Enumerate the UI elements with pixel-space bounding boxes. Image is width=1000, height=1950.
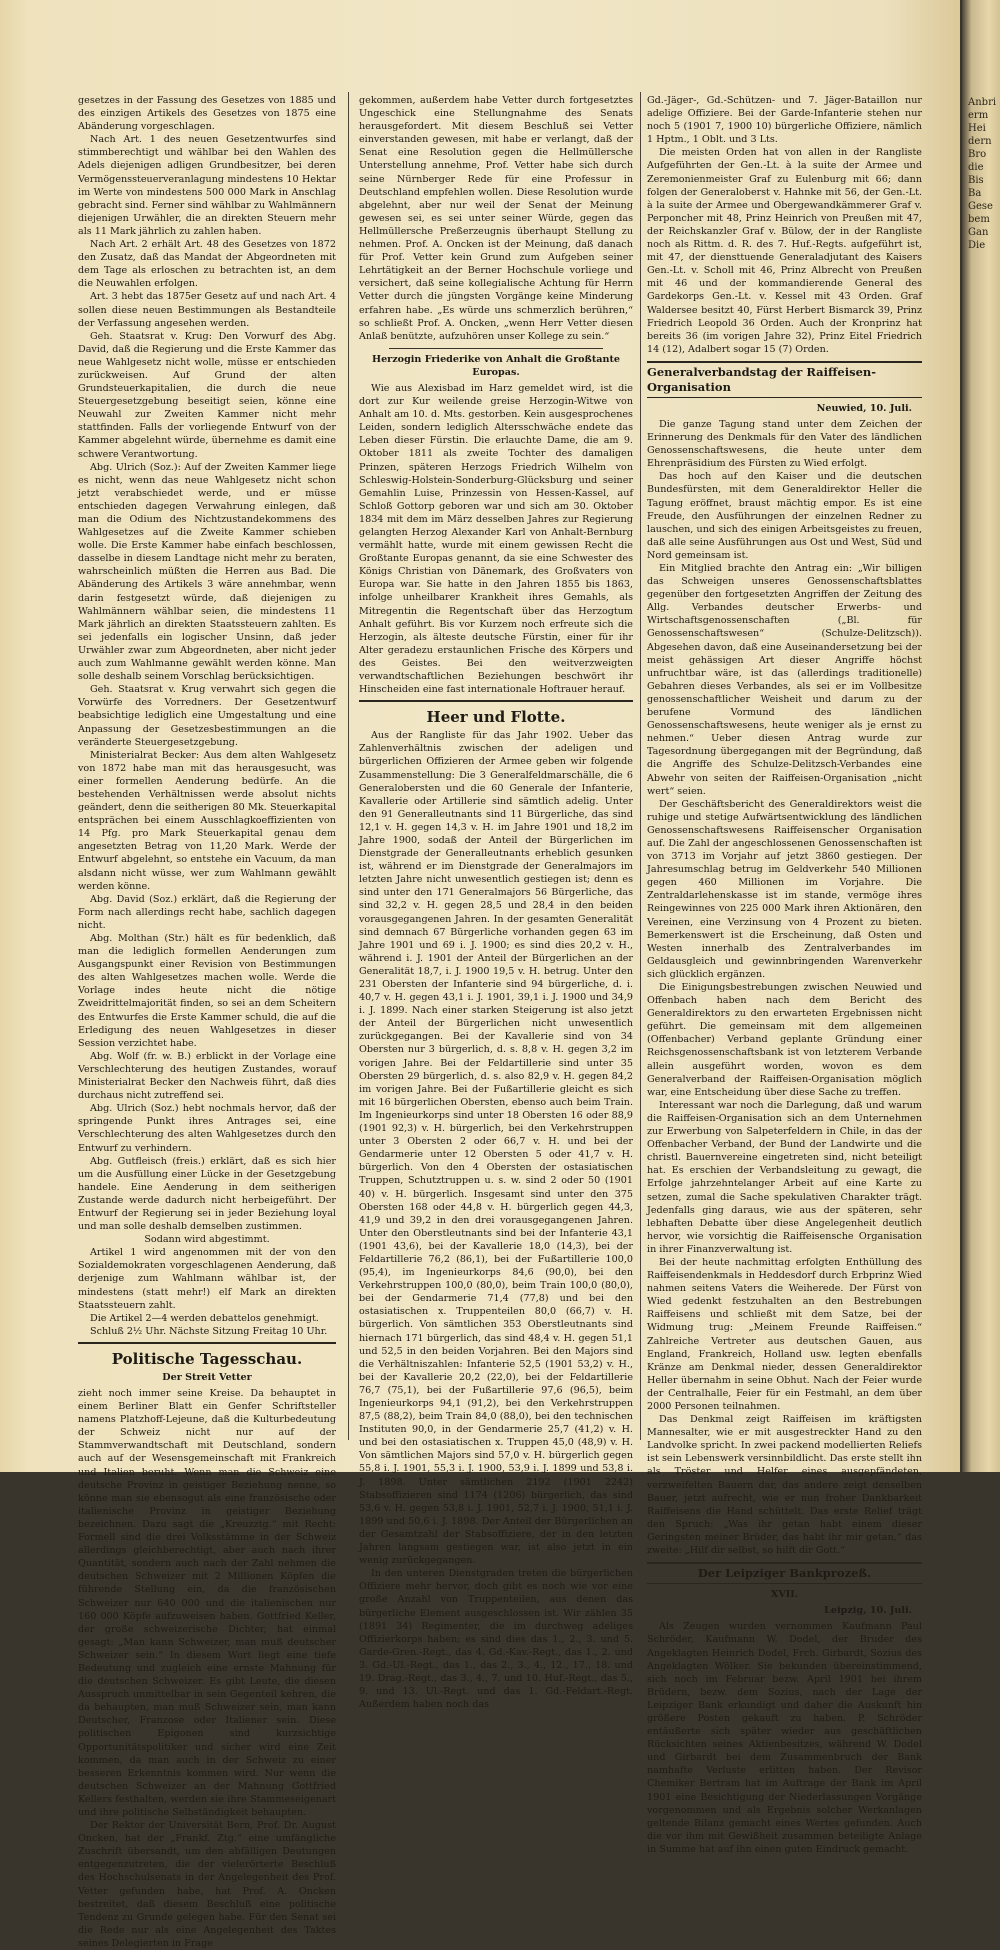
section-heading-box bbox=[647, 361, 922, 398]
article-subheading: Der Streit Vetter bbox=[162, 1371, 252, 1383]
edge-line: dern bbox=[968, 136, 992, 147]
paragraph: Abg. Ulrich (Soz.): Auf der Zweiten Kammer liege es nicht, wenn das neue Wahlgesetz nicht schon jetzt verabschiedet werde, und er müsse entschieden dagegen Verwahrung einlegen, daß man die Odium des Nichtzustandekommens des Wahlgesetzes auf die Zweite Kammer schieben wolle. Die Erste Kammer habe einfach beschlossen, dasselbe in diesem Landtage nicht mehr zu beraten, wahrscheinlich müßten die Herren aus Bad. Die Abänderung des Artikels 3 wäre annehmbar, wenn darin festgesetzt würde, daß diejenigen zu Wahlmännern wählbar seien, die mindestens 11 Mark jährlich an direkten Staatssteuern zahlten. Es sei jedenfalls ein logischer Unsinn, daß jeder Urwähler zwar zum Abgeordneten, aber nicht jeder auch zum Wahlmanne gewählt werden könne. Man solle deshalb seinem Vorschlag berücksichtigen. bbox=[78, 461, 336, 683]
edge-line: bem bbox=[968, 214, 990, 225]
edge-line: Ba bbox=[968, 188, 982, 199]
section-heading: Der Leipziger Bankprozeß. bbox=[697, 1566, 872, 1581]
paragraph: Ministerialrat Becker: Aus dem alten Wahlgesetz von 1872 habe man mit das herausgesucht, was einer formellen Aenderung bedürfe. An die bestehenden Verhältnissen werde absolut nichts geändert, denn die seitherigen 80 Mk. Steuerkapital entsprächen bei einem Ausschlagkoeffizienten von 14 Pfg. pro Mark Steuerkapital genau dem angesetzten Betrag von 11,20 Mark. Werde der Entwurf abgelehnt, so entstehe ein Vacuum, da man alsdann nicht wüsse, wer zum Wahlmann gewählt werden könne. bbox=[78, 749, 336, 892]
section-heading: Politische Tagesschau. bbox=[111, 1349, 303, 1368]
paragraph: Der Rektor der Universität Bern, Prof. Dr. August Oncken, hat der „Frankf. Ztg.“ eine umfängliche Zuschrift übersandt, um den abfälligen Deutungen entgegenzutreten, die der vielerörterte Beschluß des Hochschulsenats in der Angelegenheit des Prof. Vetter gefunden habe, hat Prof. A. Oncken bestreitet, daß diesem Beschluß eine politische Tendenz zu Grunde gelegen habe. Für den Senat sei die Rede nur als eine Angelegenheit des Taktes seines Delegierten in Frage bbox=[78, 1820, 336, 1949]
paragraph: Ein Mitglied brachte den Antrag ein: „Wir billigen das Schweigen unseres Genossenschaftsblattes gegenüber den fortgesetzten Angriffen der Zeitung des Allg. Verbandes deutscher Erwerbs- und Wirtschaftsgenossenschaften („Bl. für Genossenschaftswesen“ (Schulze-Delitzsch)). Abgesehen davon, daß eine Auseinandersetzung bei der meist gehässigen Art dieser Angriffe höchst unfruchtbar wäre, ist das (allerdings traditionelle) Gebahren dieses Verbandes, als sei er im Vollbesitze genossenschaftlicher Weisheit und darum zu der berufene Vormund des ländlichen Genossenschaftswesens, heute weniger als je ernst zu nehmen.“ Ueber diesen Antrag wurde zur Tagesordnung übergegangen mit der Begründung, daß die Angriffe des Schulze-Delitzsch-Verbandes eine Abwehr von seiten der Raiffeisen-Organisation „nicht wert“ seien. bbox=[647, 563, 922, 797]
paragraph: Geh. Staatsrat v. Krug: Den Vorwurf des Abg. David, daß die Regierung und die Erste Kammer das neue Wahlgesetz nicht wolle, müsse er entschieden zurückweisen. Auf Grund der alten Grundsteuerkapitalien, die durch die neue Steuergesetzgebung beseitigt seien, könne eine Neuwahl zur Zweiten Kammer nicht mehr stattfinden. Falls der vorliegende Entwurf von der Kammer abgelehnt würde, übernehme es damit eine schwere Verantwortung. bbox=[78, 330, 336, 460]
part-number: XVII. bbox=[770, 1589, 799, 1601]
paragraph: zieht noch immer seine Kreise. Da behauptet in einem Berliner Blatt ein Genfer Schriftsteller namens Platzhoff-Lejeune, daß die Kulturbedeutung der Schweiz nicht nur auf der Stammverwandtschaft mit Deutschland, sondern auch auf der Wesensgemeinschaft mit Frankreich und Italien beruht. Wenn man die Schweiz eine deutsche Provinz in geistiger Beziehung nenne, so könne man sie ebensogut als eine französische oder italienische Provinz in geistiger Beziehung bezeichnen. Dazu sagt die „Kreuzztg.“ mit Recht: Formell sind die drei Volksstämme in der Schweiz allerdings gleichberechtigt, aber auch nach ihrer Quantität, sondern auch nach der Zahl nehmen die deutschen Schweizer mit 2 Millionen Köpfen die führende Stellung ein, da die französischen Schweizer nur 640 000 und die italienischen nur 160 000 Köpfe aufzuweisen haben. Gottfried Keller, der große schweizerische Dichter, hat einmal gesagt: „Man kann Schweizer, man muß deutscher Schweizer sein.“ In diesem Wort liegt eine tiefe Bedeutung und zugleich eine ernste Mahnung für die deutschen Schweizer. Es gibt Leute, die diesen Ausspruch unmittelbar in sein Gegenteil kehren, die da behaupten, man muß Schweizer sein, man kann Deutscher, Franzose oder Italiener sein. Diese politischen Epigonen sind kurzsichtige Opportunitätspolitiker und sicher wird eine Zeit kommen, da man auch in der Schweiz zu einer besseren Erkenntnis kommen wird. Nur wenn die deutschen Schweizer an der Mahnung Gottfried Kellers festhalten, werden sie ihre Stammeseigenart und ihre politische Selbständigkeit behaupten. bbox=[78, 1388, 336, 1818]
adjacent-page-edge bbox=[962, 0, 1000, 1472]
paragraph: Der Geschäftsbericht des Generaldirektors weist die ruhige und stetige Aufwärtsentwicklung des ländlichen Genossenschaftswesens Raiffeisenscher Organisation auf. Die Zahl der angeschlossenen Genossenschaften ist von 3713 im Vorjahr auf jetzt 3860 gestiegen. Der Jahresumschlag betrug im Geldverkehr 540 Millionen gegen 460 Millionen im Vorjahre. Die Zentraldarlehenskasse ist im stande, vermöge ihres Reingewinnes von 225 000 Mark ihren Aktionären, den Vereinen, eine Verzinsung von 4 Prozent zu bieten. Bemerkenswert ist die Erscheinung, daß Osten und Westen innerhalb des Zentralverbandes im Geldausgleich und gewinnbringenden Warenverkehr sich glücklich ergänzen. bbox=[647, 798, 922, 980]
section-heading: Generalverbandstag der Raiffeisen-Organisation bbox=[647, 364, 877, 394]
column-rule bbox=[640, 92, 641, 1440]
paragraph: Artikel 1 wird angenommen mit der von den Sozialdemokraten vorgeschlagenen Aenderung, daß derjenige zum Wahlmann wählbar ist, der mindestens (statt mehr!) elf Mark an direkten Staatssteuern zahlt. bbox=[78, 1247, 336, 1311]
edge-line: Anbri bbox=[968, 97, 997, 108]
paragraph: gesetzes in der Fassung des Gesetzes von 1885 und des einzigen Artikels des Gesetzes von 1875 eine Abänderung vorgeschlagen. bbox=[78, 95, 336, 133]
paragraph: Art. 3 hebt das 1875er Gesetz auf und nach Art. 4 sollen diese neuen Bestimmungen als Bestandteile der Verfassung angesehen werden. bbox=[78, 291, 336, 329]
paragraph: Nach Art. 2 erhält Art. 48 des Gesetzes von 1872 den Zusatz, daß das Mandat der Abgeordneten mit dem Tage als erloschen zu betrachten ist, an dem die Neuwahlen erfolgen. bbox=[78, 239, 336, 290]
paragraph: Gd.-Jäger-, Gd.-Schützen- und 7. Jäger-Bataillon nur adelige Offiziere. Bei der Garde-Infanterie stehen nur noch 5 (1901 7, 1900 10) bürgerliche Offiziere, nämlich 1 Hptm., 1 Oblt. und 3 Lts. bbox=[647, 95, 922, 146]
paragraph: Wie aus Alexisbad im Harz gemeldet wird, ist die dort zur Kur weilende greise Herzogin-Witwe von Anhalt am 10. d. Mts. gestorben. Kein ausgesprochenes Leiden, sondern lediglich Altersschwäche endete das Leben dieser Fürstin. Die erlauchte Dame, die am 9. Oktober 1811 als zweite Tochter des damaligen Prinzen, späteren Herzogs Friedrich Wilhelm von Schleswig-Holstein-Sonderburg-Glücksburg und seiner Gemahlin Luise, Prinzessin von Hessen-Kassel, auf Schloß Gottorp geboren war und sich am 30. Oktober 1834 mit dem im März desselben Jahres zur Regierung gelangten Herzog Alexander Karl von Anhalt-Bernburg vermählt hatte, wurde mit einem gewissen Recht die Großtante Europas genannt, da sie eine Schwester des Königs Christian von Dänemark, des Großvaters von Europa war. Sie hatte in den Jahren 1855 bis 1863, infolge unheilbarer Krankheit ihres Gemahls, als Mitregentin die Regentschaft über das Herzogtum Anhalt geführt. Bis vor Kurzem noch erfreute sich die Herzogin, als älteste deutsche Fürstin, einer für ihr Alter geradezu erstaunlichen Frische des Körpers und des Geistes. Bei den weitverzweigten verwandtschaftlichen Beziehungen beschwört ihr Hinscheiden eine fast internationale Hoftrauer herauf. bbox=[359, 382, 633, 696]
paragraph: Nach Art. 1 des neuen Gesetzentwurfes sind stimmberechtigt und wählbar bei den Wahlen des Adels diejenigen adligen Grundbesitzer, bei deren Vermögenssteuerveranlagung mindestens 10 Hektar im Werte von mindestens 500 000 Mark in Anschlag gebracht sind. Ferner sind wählbar zu Wahlmännern diejenigen Urwähler, die an direkten Steuern mehr als 11 Mark jährlich zu zahlen haben. bbox=[78, 134, 336, 237]
paragraph: In den unteren Dienstgraden treten die bürgerlichen Offiziere mehr hervor, doch gibt es noch wie vor eine große Anzahl von Truppenteilen, aus denen das bürgerliche Element ausgeschlossen ist. Wir zählen 35 (1891 34) Regimenter, die im durchweg adeliges Offizierkorps haben; es sind dies das 1., 2., 3. und 5. Garde-Gren.-Regt., das 4. Gd.-Kav.-Regt., das 1., 2. und 3. Gd.-Ul.-Regt., das 1., das 2., 3., 4., 12., 17., 18. und 19. Drag.-Regt., das 3., 4., 7. und 10. Huf.-Regt., das 5., 9. und 13. Ul.-Regt. und das 1. Gd.-Feldart.-Regt. Außerdem haben noch das bbox=[359, 1568, 633, 1711]
paragraph: Die meisten Orden hat von allen in der Rangliste Aufgeführten der Gen.-Lt. à la suite der Armee und Zeremonienmeister Graf zu Eulenburg mit 66; dann folgen der Generaloberst v. Hahnke mit 56, der Gen.-Lt. à la suite der Armee und Obergewandkämmerer Graf v. Perponcher mit 48, Prinz Heinrich von Preußen mit 47, der Reichskanzler Graf v. Bülow, der in der Rangliste noch als Rittm. d. R. des 7. Huf.-Regts. aufgeführt ist, mit 47, der diensttuende Generaladjutant des Kaisers Gen.-Lt. v. Scholl mit 46, Prinz Albrecht von Preußen mit 46 und der kommandierende General des Gardekorps Gen.-Lt. v. Kessel mit 43 Orden. Graf Waldersee besitzt 40, Fürst Herbert Bismarck 39, Prinz Friedrich Leopold 36 Orden. Auch der Kronprinz hat bereits 36 (im vorigen Jahre 32), Prinz Eitel Friedrich 14 (12), Adalbert sogar 15 (7) Orden. bbox=[647, 147, 922, 355]
paragraph: Interessant war noch die Darlegung, daß und warum die Raiffeisen-Organisation sich an dem Unternehmen zur Erwerbung von Salpeterfeldern in Chile, in das der Offenbacher Verband, der Bund der Landwirte und die christl. Bauernvereine eingetreten sind, nicht beteiligt hat. Es erschien der Verbandsleitung zu gewagt, die Erfolge jahrzehntelanger Arbeit auf eine Karte zu setzen, zumal die Sache spekulativen Charakter trägt. Jedenfalls ging daraus, wie aus der späteren, sehr lebhaften Debatte über diese Angelegenheit deutlich hervor, wie vorsichtig die Raiffeisensche Organisation in ihrer Finanzverwaltung ist. bbox=[647, 1099, 922, 1255]
edge-line: Gese bbox=[968, 201, 993, 212]
column-3 bbox=[647, 94, 922, 1855]
edge-line: Bis bbox=[968, 175, 984, 186]
article-separator bbox=[389, 348, 603, 349]
edge-line: Bro bbox=[968, 149, 987, 160]
paragraph: Abg. David (Soz.) erklärt, daß die Regierung der Form nach allerdings recht habe, sachlich dagegen nicht. bbox=[78, 893, 336, 931]
adjacent-page-text bbox=[962, 0, 1000, 252]
paragraph: Sodann wird abgestimmt. bbox=[144, 1234, 270, 1246]
paragraph: Aus der Rangliste für das Jahr 1902. Ueber das Zahlenverhältnis zwischen der adeligen und bürgerlichen Offizieren der Armee geben wir folgende Zusammenstellung: Die 3 Generalfeldmarschälle, die 6 Generalobersten und die 60 Generale der Infanterie, Kavallerie oder Artillerie sind sämtlich adelig. Unter den 91 Generalleutnants sind 11 Bürgerliche, das sind 12,1 v. H. gegen 14,3 v. H. im Jahre 1901 und 18,2 im Jahre 1900, sodaß der Anteil der Bürgerlichen im Dienstgrade der Generalleutnants erheblich gesunken ist, während er im Dienstgrade der Generalmajors im letzten Jahre nicht unwesentlich gestiegen ist; denn es sind unter den 171 Generalmajors 56 Bürgerliche, das sind 32,2 v. H. gegen 28,5 und 28,4 in den beiden vorausgegangenen Jahren. In der gesamten Generalität sind demnach 67 Bürgerliche vorhanden gegen 63 im Jahre 1901 und 69 i. J. 1900; es sind dies 20,2 v. H., während i. J. 1901 der Anteil der Bürgerlichen an der Generalität 18,7, i. J. 1900 19,5 v. H. betrug. Unter den 231 Obersten der Infanterie sind 94 bürgerliche, d. i. 40,7 v. H. gegen 43,1 i. J. 1901, 39,1 i. J. 1900 und 34,9 i. J. 1899. Nach einer starken Steigerung ist also jetzt der Anteil der Bürgerlichen nicht unwesentlich zurückgegangen. Bei der Kavallerie sind von 34 Obersten nur 3 bürgerlich, d. s. 8,8 v. H. gegen 3,2 im vorigen Jahre. Bei der Feldartillerie sind unter 35 Obersten 29 bürgerlich, d. s. also 82,9 v. H. gegen 84,2 im vorigen Jahre. Bei der Fußartillerie gleicht es sich mit 16 bürgerlichen Obersten, ebenso auch beim Train. Im Ingenieurkorps sind unter 18 Obersten 16 oder 88,9 (1901 92,3) v. H. bürgerlich, bei den Verkehrstruppen unter 3 Obersten 2 oder 66,7 v. H. und bei der Gendarmerie unter 12 Obersten 5 oder 41,7 v. H. bürgerlich. Von den 4 Obersten der ostasiatischen Truppen, Schutztruppen u. s. w. sind 2 oder 50 (1901 40) v. H. bürgerlich. Insgesamt sind unter den 375 Obersten 168 oder 44,8 v. H. bürgerlich gegen 44,3, 41,9 und 39,2 in den drei vorausgegangenen Jahren. Unter den Oberstleutnants sind bei der Infanterie 43,1 (1901 43,6), bei der Kavallerie 18,0 (14,3), bei der Feldartillerie 76,2 (86,1), bei der Fußartillerie 100,0 (95,4), im Ingenieurkorps 84,6 (90,0), bei den Verkehrstruppen 100,0 (80,0), beim Train 100,0 (80,0), bei der Gendarmerie 71,4 (77,8) und bei den ostasiatischen x. Truppenteilen 80,0 (66,7) v. H. bürgerlich. Von sämtlichen 353 Oberstleutnants sind hiernach 171 bürgerlich, das sind 48,4 v. H. gegen 51,1 und 52,5 in den beiden Vorjahren. Bei den Majors sind die Verhältniszahlen: Infanterie 52,5 (1901 53,2) v. H., bei der Kavallerie 20,2 (22,0), bei der Feldartillerie 76,7 (75,1), bei der Fußartillerie 97,6 (96,5), beim Ingenieurkorps 94,1 (91,2), bei den Verkehrstruppen 87,5 (88,2), beim Train 84,0 (88,0), bei den technischen Instituten 90,0, in der Gendarmerie 25,7 (41,2) v. H. und bei den ostasiatischen x. Truppen 45,0 (48,9) v. H. Von sämtlichen Majors sind 57,0 v. H. bürgerlich gegen 55,8 i. J. 1901, 55,3 i. J. 1900, 53,9 i. J. 1899 und 53,8 i. J. 1898. Unter sämtlichen 2192 (1901 2242) Stabsoffizieren sind 1174 (1206) bürgerlich, das sind 53,6 v. H. gegen 53,8 i. J. 1901, 52,7 i. J. 1900, 51,1 i. J. 1899 und 50,6 i. J. 1898. Der Anteil der Bürgerlichen an der Gesamtzahl der Stabsoffiziere, der in den letzten Jahren langsam gestiegen war, ist also jetzt in ein wenig zurückgegangen. bbox=[359, 730, 633, 1567]
paragraph: Die ganze Tagung stand unter dem Zeichen der Erinnerung des Denkmals für den Vater des ländlichen Genossenschaftswesens, die heute unter dem Ehrenpräsidium des Fürsten zu Wied erfolgt. bbox=[647, 418, 922, 470]
section-rule bbox=[359, 700, 633, 702]
paragraph: Das Denkmal zeigt Raiffeisen im kräftigsten Mannesalter, wie er mit ausgestreckter Hand zu den Landvolke spricht. In zwei packend modellierten Reliefs ist sein Lebenswerk versinnbildlicht. Das erste stellt ihn als Tröster und Helfer eines ausgepfändeten, verzweifelten Bauern dar, das andere zeigt denselben Bauer, jetzt aufrecht, wie er nun froher Dankbarkeit Raiffeisens die Hand schüttelt. Das erste Relief trägt den Spruch: „Was ihr getan habt einem dieser Geringsten meiner Brüder, das habt ihr mir getan,“ das zweite: „Hilf dir selbst, so hilft dir Gott.“ bbox=[647, 1414, 922, 1557]
paragraph: Abg. Gutfleisch (freis.) erklärt, daß es sich hier um die Ausfüllung einer Lücke in der Gesetzgebung handele. Eine Aenderung in dem seitherigen Zustande werde dadurch nicht herbeigeführt. Der Entwurf der Regierung sei in jeder Beziehung loyal und man solle deshalb demselben zustimmen. bbox=[78, 1155, 336, 1233]
paragraph: Schluß 2½ Uhr. Nächste Sitzung Freitag 10 Uhr. bbox=[90, 1325, 328, 1337]
edge-line: die bbox=[968, 162, 984, 173]
edge-line: Die bbox=[968, 240, 986, 251]
edge-line: Gan bbox=[968, 227, 989, 238]
edge-line: Hei bbox=[968, 123, 986, 134]
column-1 bbox=[78, 94, 336, 1949]
dateline: Neuwied, 10. Juli. bbox=[816, 402, 912, 414]
paragraph: Bei der heute nachmittag erfolgten Enthüllung des Raiffeisendenkmals in Heddesdorf durch Erbprinz Wied nahmen seitens Vaters die Weiherede. Der Fürst von Wied gedenkt festzuhalten an den Bestrebungen Raiffeisens und schließt mit dem Satze, bei der Widmung trug: „Meinem Freunde Raiffeisen.“ Zahlreiche Vertreter aus deutschen Gauen, aus England, Frankreich, Holland usw. legten ebenfalls Kränze am Denkmal nieder, dessen Generaldirektor Heller übernahm in seine Obhut. Nach der Feier wurde der Centralhalle, Feier für ein Festmahl, an dem über 2000 Personen teilnahmen. bbox=[647, 1256, 922, 1412]
dateline: Leipzig, 10. Juli. bbox=[824, 1605, 912, 1617]
paragraph: Als Zeugen wurden vernommen Kaufmann Paul Schröder, Kaufmann W. Dodel, der Bruder des Angeklagten Heinrich Dodel, Frch. Girbardt, Sozius des Angeklagten Wölker. Sie bekunden übereinstimmend, sich noch im Februar bezw. April 1901 bei ihrem Brüdern, bezw. dem Sozius, nach der Lage der Leipziger Bank erkundigt und daher die Auskunft hin größere Posten gekauft zu haben. P. Schröder entäußerte sich später wieder aus geschäftlichen Rücksichten seines Aktienbesitzes, während W. Dodel und Girbardt bei dem Zusammenbruch der Bank namhafte Verluste erlitten haben. Der Revisor Chemiker Bertram hat im Auftrage der Bank im April 1901 eine Besichtigung der Niederlassungen Vorgänge vorgenommen und als Ergebnis solcher Werkanlagen geltende Bilanz gemacht eines Wertes gefunden. Auch die vor ihm mit Gewißheit zusammen beteiligte Anlage in Summe hat auf ihn einen guten Eindruck gemacht. bbox=[647, 1621, 922, 1855]
paragraph: Abg. Ulrich (Soz.) hebt nochmals hervor, daß der springende Punkt ihres Antrages sei, eine Verschlechterung des alten Wahlgesetzes durch den Entwurf zu verhindern. bbox=[78, 1103, 336, 1154]
column-2 bbox=[359, 94, 633, 1711]
column-rule bbox=[348, 92, 349, 1440]
paragraph: Abg. Wolf (fr. w. B.) erblickt in der Vorlage eine Verschlechterung des heutigen Zustandes, worauf Ministerialrat Becker den Nachweis führt, daß dies durchaus nicht zutreffend sei. bbox=[78, 1050, 336, 1102]
paragraph: Geh. Staatsrat v. Krug verwahrt sich gegen die Vorwürfe des Vorredners. Der Gesetzentwurf beabsichtige lediglich eine Umgestaltung und eine Anpassung der Gesetzesbestimmungen an die veränderte Steuergesetzgebung. bbox=[78, 684, 336, 748]
section-heading: Heer und Flotte. bbox=[426, 708, 566, 727]
edge-line: erm bbox=[968, 110, 989, 121]
paragraph: Die Einigungsbestrebungen zwischen Neuwied und Offenbach haben nach dem Bericht des Generaldirektors zu den erwarteten Ergebnissen nicht geführt. Die gemeinsam mit dem allgemeinen (Offenbacher) Verband geplante Gründung einer Reichsgenossenschaftsbank ist von letzterem Verbande allein ausgeführt worden, wovon es dem Generalverband der Raiffeisen-Organisation möglich war, eine Entscheidung über diese Sache zu treffen. bbox=[647, 982, 922, 1098]
paragraph: Die Artikel 2—4 werden debattelos genehmigt. bbox=[90, 1312, 319, 1324]
paragraph: Abg. Molthan (Str.) hält es für bedenklich, daß man die lediglich formellen Aenderungen zum Ausgangspunkt einer Revision von Bestimmungen des alten Wahlgesetzes machen wolle. Werde die Vorlage indes heute nicht die nötige Zweidrittelmajorität finden, so sei an dem Scheitern des Entwurfes die Erste Kammer schuld, die auf die Erledigung des neuen Wahlgesetzes in dieser Session verzichtet habe. bbox=[78, 933, 336, 1049]
paragraph: gekommen, außerdem habe Vetter durch fortgesetztes Ungeschick eine Stellungnahme des Senats herausgefordert. Mit diesem Beschluß sei Vetter einverstanden gewesen, mit habe er verlangt, daß der Senat eine Resolution gegen die Hellmüllersche Unterstellung annehme, Prof. Vetter habe sich durch seine Nürnberger Rede für eine Professur in Deutschland empfehlen wollen. Diese Resolution wurde abgelehnt, aber nur weil der Senat der Meinung gewesen sei, es sei unter seiner Würde, gegen das Hellmüllersche Preßerzeugnis überhaupt Stellung zu nehmen. Prof. A. Oncken ist der Meinung, daß danach für Prof. Vetter kein Grund zum Aufgeben seiner Lehrtätigkeit an der Berner Hochschule vorliege und versichert, daß seine kollegialische Achtung für Herrn Vetter durch die jüngsten Vorgänge keine Minderung erfahren habe. „Es würde uns schmerzlich berühren,“ so schließt Prof. A. Oncken, „wenn Herr Vetter diesen Anlaß benützte, aufzuhören unser Kollege zu sein.“ bbox=[359, 95, 633, 342]
article-heading: Herzogin Friederike von Anhalt die Großtante Europas. bbox=[372, 353, 620, 378]
section-rule bbox=[78, 1342, 336, 1344]
section-heading-box bbox=[647, 1562, 922, 1584]
paragraph: Das hoch auf den Kaiser und die deutschen Bundesfürsten, mit dem Generaldirektor Heller die Tagung eröffnet, braust mächtig empor. Es ist eine Freude, den Ausführungen der einzelnen Redner zu lauschen, und sich des einigen Arbeitsgeistes zu freuen, daß alle seine Ausführungen aus Ost und West, Süd und Nord gemeinsam ist. bbox=[647, 471, 922, 561]
